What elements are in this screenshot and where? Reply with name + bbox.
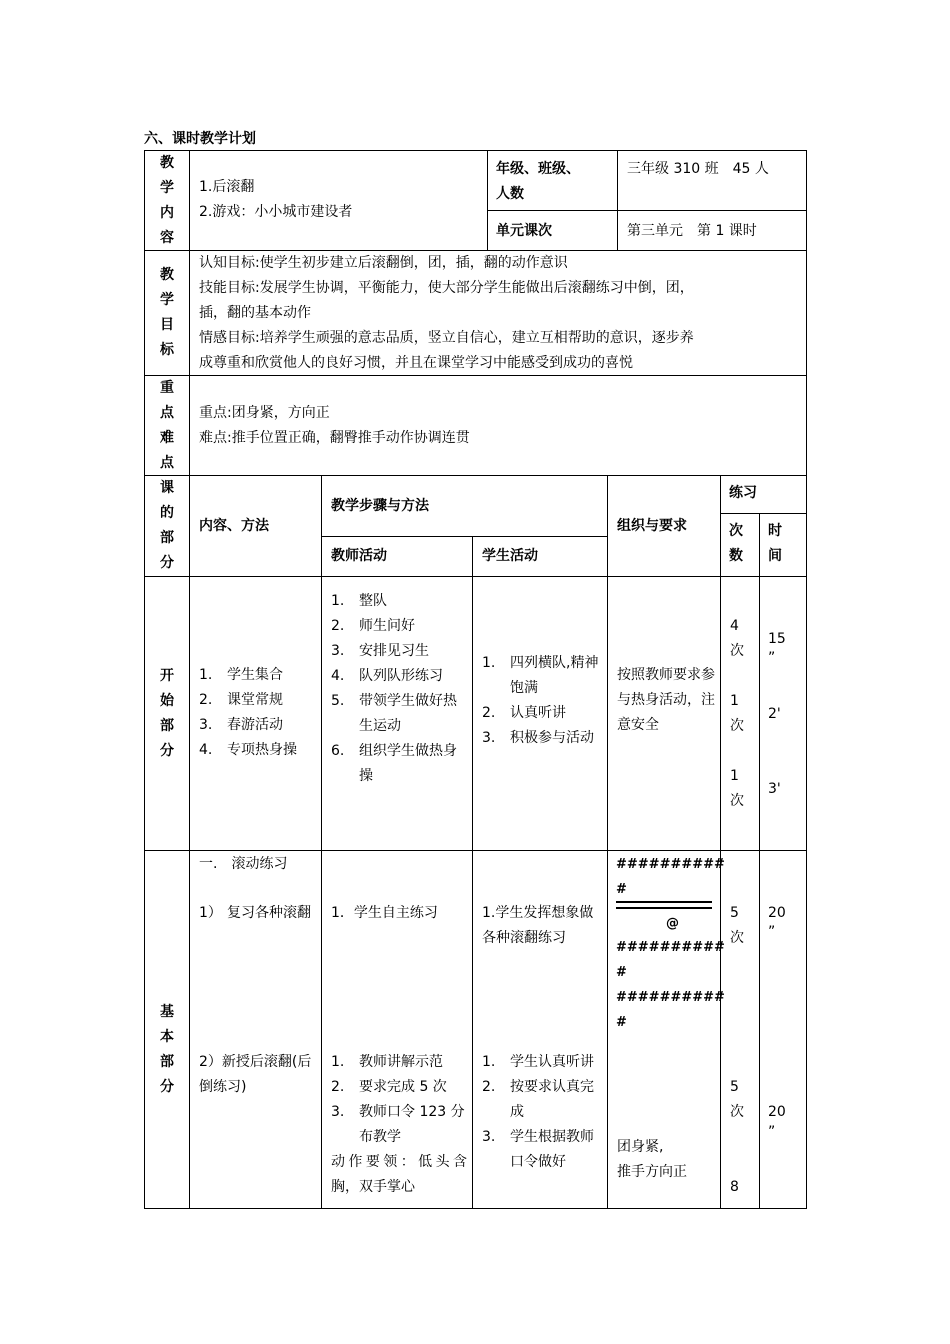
keypoints-label: 重点难点: [160, 379, 174, 471]
formation-row: #: [616, 882, 627, 897]
key-point: 重点:团身紧，方向正: [199, 405, 330, 421]
teacher-header: 教师活动: [331, 548, 387, 564]
list-item: 5. 带领学生做好热生运动: [331, 693, 457, 734]
basic-part-label: 基本部分: [160, 1003, 174, 1095]
times-header: 次数: [729, 523, 743, 564]
formation-row: ##########: [616, 940, 725, 955]
basic-teacher-note: 动作要领：低头含胸，双手掌心: [331, 1154, 467, 1195]
formation-line: [616, 907, 712, 909]
goals-label: 教学目标: [160, 267, 174, 358]
start-count: 1: [730, 693, 739, 709]
start-time: 15: [768, 631, 786, 647]
basic-count: 8: [730, 1179, 739, 1195]
list-item: 1. 学生集合: [199, 667, 283, 683]
list-item: 2. 认真听讲: [482, 705, 566, 721]
content-label: 教学内容: [160, 154, 174, 246]
list-item: 3. 安排见习生: [331, 643, 429, 659]
unit-label: 单元课次: [496, 223, 552, 239]
list-item: 3. 春游活动: [199, 717, 283, 733]
section-title: 六、课时教学计划: [144, 131, 256, 147]
basic-teacher-list: [331, 1050, 467, 1150]
org-header: 组织与要求: [617, 518, 687, 534]
formation-row: ##########: [616, 990, 725, 1005]
duration-header: 时间: [768, 523, 782, 564]
list-item: 1. 教师讲解示范: [331, 1054, 443, 1070]
unit-value: 第三单元 第 1 课时: [627, 223, 757, 239]
list-item: 1. 学生认真听讲: [482, 1054, 594, 1070]
basic-count: 5: [730, 905, 739, 921]
formation-row: #: [616, 1015, 627, 1030]
list-item: 1. 整队: [331, 593, 387, 609]
basic-item-sub-text: 复习各种滚翻: [227, 905, 311, 921]
goal-emotion: 成尊重和欣赏他人的良好习惯，并且在课堂学习中能感受到成功的喜悦: [199, 355, 633, 371]
basic-count: 5: [730, 1079, 739, 1095]
steps-header: 教学步骤与方法: [331, 498, 429, 514]
basic-item-title: 一. 滚动练习: [199, 856, 288, 872]
start-time: 2': [768, 706, 781, 722]
basic-item-sub-number: 1）: [199, 905, 222, 921]
start-part-label: 开始部分: [160, 667, 174, 759]
basic-student-list: [482, 1050, 604, 1175]
basic-count-unit: 次: [730, 930, 744, 946]
goal-skill: 插，翻的基本动作: [199, 305, 311, 321]
content-item: 1.后滚翻: [199, 179, 255, 195]
grade-label: 人数: [496, 186, 524, 202]
basic-org: 推手方向正: [617, 1164, 687, 1180]
start-student-list: [482, 651, 604, 751]
start-time: 3': [768, 781, 781, 797]
grade-label: 年级、班级、: [496, 161, 580, 177]
basic-item2-title: 2）新授后滚翻(后倒练习): [199, 1054, 312, 1095]
list-item: 2. 课堂常规: [199, 692, 283, 708]
formation-line: [616, 901, 712, 903]
start-time: ”: [768, 650, 776, 666]
formation-row: ##########: [616, 857, 725, 872]
basic-org: 团身紧,: [617, 1139, 664, 1155]
content-item: 2.游戏：小小城市建设者: [199, 204, 353, 220]
list-item: 3. 积极参与活动: [482, 730, 594, 746]
list-item: 3. 学生根据教师口令做好: [482, 1129, 594, 1170]
basic-count-unit: 次: [730, 1104, 744, 1120]
list-item: 1. 四列横队,精神饱满: [482, 655, 599, 696]
list-item: 2. 按要求认真完成: [482, 1079, 594, 1120]
basic-time: 20: [768, 1104, 786, 1120]
list-item: 6. 组织学生做热身操: [331, 743, 457, 784]
start-org: 按照教师要求参与热身活动，注意安全: [617, 667, 715, 733]
start-count: 1: [730, 768, 739, 784]
basic-time: ”: [768, 924, 776, 940]
goal-skill: 技能目标:发展学生协调，平衡能力，使大部分学生能做出后滚翻练习中倒，团，: [199, 280, 694, 296]
practice-header: 练习: [729, 485, 757, 501]
list-item: 2. 师生问好: [331, 618, 415, 634]
basic-student-1: 1.学生发挥想象做各种滚翻练习: [482, 905, 594, 946]
start-teacher-list: [331, 589, 467, 789]
part-header: 课的部分: [160, 480, 174, 571]
list-item: 4. 队列队形练习: [331, 668, 443, 684]
basic-time: 20: [768, 905, 786, 921]
difficult-point: 难点:推手位置正确，翻臀推手动作协调连贯: [199, 430, 470, 446]
start-content-list: [199, 663, 319, 763]
start-count-unit: 次: [730, 718, 744, 734]
list-item: 2. 要求完成 5 次: [331, 1079, 447, 1095]
formation-teacher-mark: @: [666, 916, 679, 931]
start-count-unit: 次: [730, 643, 744, 659]
grade-value: 三年级 310 班 45 人: [627, 161, 769, 177]
goal-cognitive: 认知目标:使学生初步建立后滚翻倒，团，插，翻的动作意识: [199, 255, 568, 271]
basic-teacher-1: 1．学生自主练习: [331, 905, 438, 921]
formation-row: #: [616, 965, 627, 980]
basic-time: ”: [768, 1124, 776, 1140]
student-header: 学生活动: [482, 548, 538, 564]
start-count: 4: [730, 618, 739, 634]
content-header: 内容、方法: [199, 518, 269, 534]
start-count-unit: 次: [730, 793, 744, 809]
list-item: 4. 专项热身操: [199, 742, 297, 758]
goal-emotion: 情感目标:培养学生顽强的意志品质，竖立自信心，建立互相帮助的意识，逐步养: [199, 330, 694, 346]
list-item: 3. 教师口令 123 分布教学: [331, 1104, 465, 1145]
